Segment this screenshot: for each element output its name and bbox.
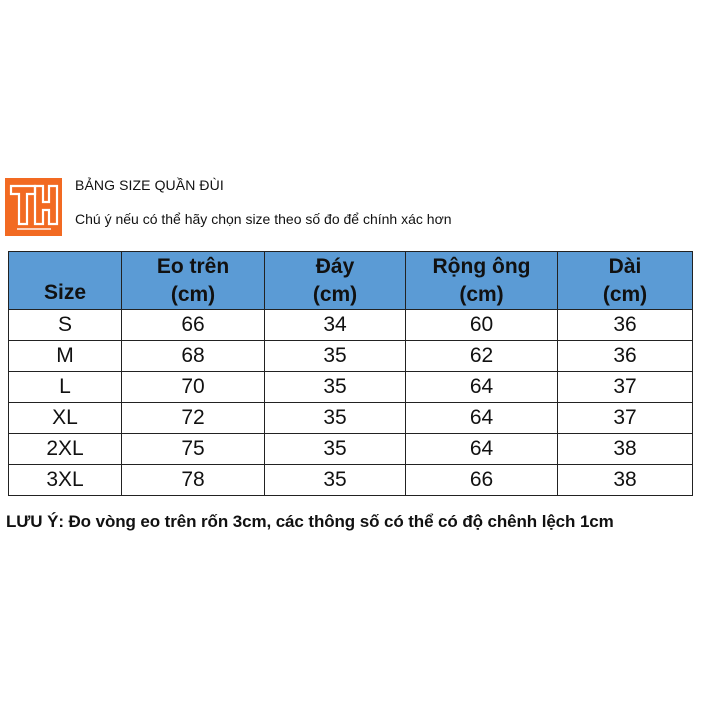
- table-row: [9, 403, 693, 434]
- cell-size: L: [9, 372, 122, 403]
- column-header-line2: (cm): [170, 282, 216, 306]
- cell-size: S: [9, 310, 122, 341]
- cell-length: 37: [558, 372, 693, 403]
- cell-length: 37: [558, 403, 693, 434]
- table-row: [9, 341, 693, 372]
- cell-rise: 35: [265, 465, 406, 496]
- cell-waist: 78: [122, 465, 265, 496]
- table-row: [9, 434, 693, 465]
- column-header-line2: Size: [43, 281, 87, 304]
- header-row: [9, 252, 693, 310]
- cell-size: M: [9, 341, 122, 372]
- column-header-leg-width: [406, 252, 558, 310]
- column-header-line2: (cm): [602, 282, 648, 306]
- cell-length: 38: [558, 434, 693, 465]
- table-row: [9, 465, 693, 496]
- table-row: [9, 310, 693, 341]
- column-header-size: [9, 252, 122, 310]
- cell-length: 36: [558, 341, 693, 372]
- column-header-line1: Dài: [608, 254, 642, 278]
- cell-leg-width: 64: [406, 403, 558, 434]
- cell-rise: 34: [265, 310, 406, 341]
- page-subtitle: Chú ý nếu có thể hãy chọn size theo số đo để chính xác hơn: [75, 211, 452, 227]
- cell-size: XL: [9, 403, 122, 434]
- cell-length: 38: [558, 465, 693, 496]
- column-header-line1: Rộng ông: [432, 254, 531, 278]
- size-table: [8, 251, 693, 496]
- column-header-length: [558, 252, 693, 310]
- cell-leg-width: 66: [406, 465, 558, 496]
- cell-size: 3XL: [9, 465, 122, 496]
- cell-rise: 35: [265, 372, 406, 403]
- cell-leg-width: 62: [406, 341, 558, 372]
- size-table-header: [9, 252, 693, 310]
- column-header-line1: Đáy: [315, 254, 355, 278]
- column-header-line1: Eo trên: [156, 254, 230, 278]
- cell-leg-width: 60: [406, 310, 558, 341]
- cell-rise: 35: [265, 403, 406, 434]
- table-row: [9, 372, 693, 403]
- column-header-rise: [265, 252, 406, 310]
- measurement-note: LƯU Ý: Đo vòng eo trên rốn 3cm, các thông số có thể có độ chênh lệch 1cm: [6, 512, 614, 531]
- page-title: BẢNG SIZE QUẦN ĐÙI: [75, 177, 224, 193]
- cell-waist: 70: [122, 372, 265, 403]
- cell-rise: 35: [265, 434, 406, 465]
- column-header-line2: (cm): [459, 282, 504, 306]
- column-header-line2: (cm): [312, 282, 358, 306]
- cell-rise: 35: [265, 341, 406, 372]
- brand-logo: [5, 178, 62, 236]
- cell-waist: 66: [122, 310, 265, 341]
- cell-leg-width: 64: [406, 372, 558, 403]
- cell-length: 36: [558, 310, 693, 341]
- cell-waist: 68: [122, 341, 265, 372]
- cell-waist: 75: [122, 434, 265, 465]
- th-logo-icon: [5, 178, 62, 236]
- cell-leg-width: 64: [406, 434, 558, 465]
- column-header-waist: [122, 252, 265, 310]
- cell-size: 2XL: [9, 434, 122, 465]
- size-table-body: [9, 310, 693, 496]
- cell-waist: 72: [122, 403, 265, 434]
